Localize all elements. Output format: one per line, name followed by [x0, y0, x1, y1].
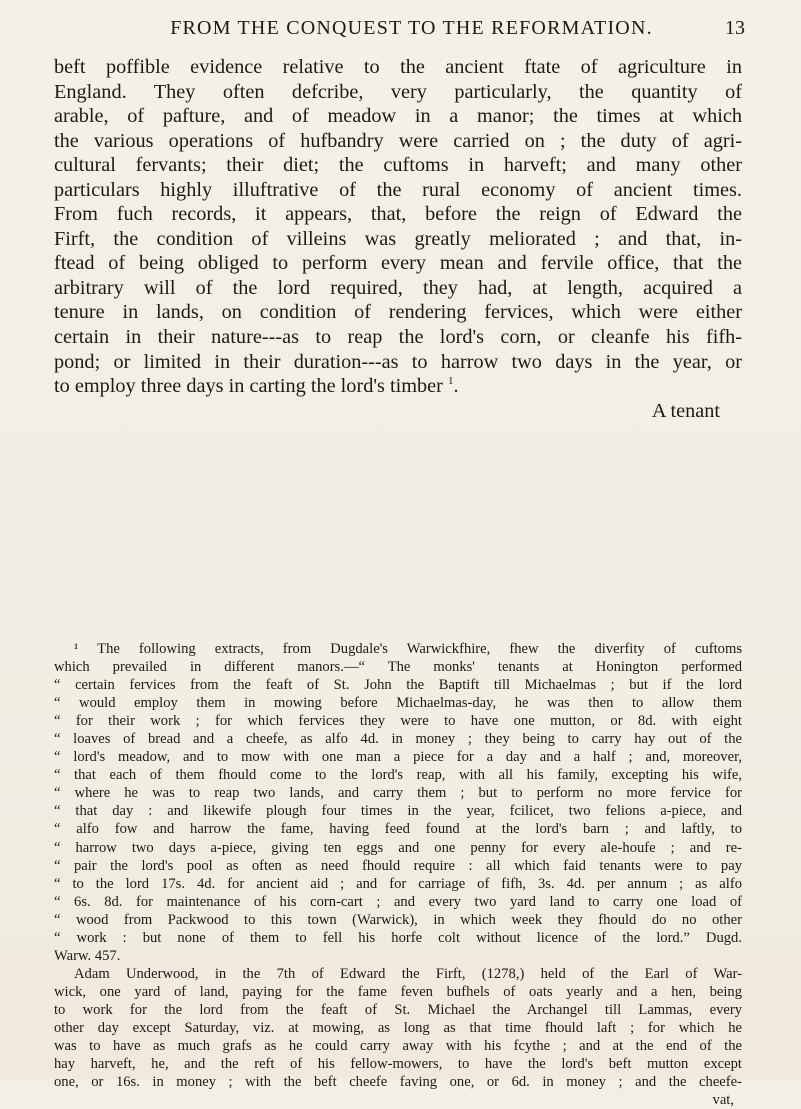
footnote-line: Warw. 457.: [54, 947, 121, 964]
text-line: England. They often defcribe, very particularly, the quantity of: [54, 80, 742, 103]
footnote-line: “ that day : and likewife plough four times in the year, fcilicet, two felions a-piece, and: [54, 803, 742, 820]
page-number: 13: [725, 17, 745, 39]
text-line: Firft, the condition of villeins was greatly meliorated ; and that, in-: [54, 227, 742, 250]
footnote-line: “ work : but none of them to fell his horfe colt without licence of the lord.” Dugd.: [54, 929, 742, 946]
footnote-line: ¹ The following extracts, from Dugdale's Warwickfhire, fhew the diverfity of cuftoms: [74, 641, 742, 657]
text-line: particulars highly illuftrative of the rural economy of ancient times.: [54, 178, 742, 201]
footnote-line: “ certain fervices from the feaft of St. John the Baptift till Michaelmas ; but if the lord: [54, 677, 742, 694]
footnote-line: “ that each of them fhould come to the lord's reap, with all his family, excepting his wife,: [54, 767, 742, 784]
text-line-content: to employ three days in carting the lord's timber: [54, 375, 443, 398]
catchword: A tenant: [651, 399, 720, 422]
footnote-line: was to have as much grafs as he could carry away with his fcythe ; and at the end of the: [54, 1038, 742, 1055]
footnote-line: one, or 16s. in money ; with the beft cheefe faving one, or 6d. in money ; and the cheefe-: [54, 1074, 742, 1091]
footnote-line: “ wood from Packwood to this town (Warwick), in which week they fhould do no other: [54, 911, 742, 928]
footnote-line: “ lord's meadow, and to mow with one man a piece for a day and a half ; and, moreover,: [54, 749, 742, 766]
footnote-line: “ where he was to reap two lands, and carry them ; but to perform no more fervice for: [54, 785, 742, 802]
footnote-line: Adam Underwood, in the 7th of Edward the Firft, (1278,) held of the Earl of War-: [74, 965, 742, 982]
running-head: [50, 10, 745, 46]
footnote-reference: 1: [447, 375, 454, 388]
text-line: From fuch records, it appears, that, before the reign of Edward the: [54, 203, 742, 226]
footnote-line: “ to the lord 17s. 4d. for ancient aid ; and for carriage of fifh, 3s. 4d. per annum ; as alfo: [54, 875, 742, 892]
text-line: ftead of being obliged to perform every mean and fervile office, that the: [54, 252, 742, 275]
footnote-line: “ 6s. 8d. for maintenance of his corn-cart ; and every two yard land to carry one load of: [54, 893, 742, 910]
footnote-line: “ loaves of bread and a cheefe, as alfo 4d. in money ; they being to carry hay out of the: [54, 731, 742, 748]
footnote-line: which prevailed in different manors.—“ The monks' tenants at Honington performed: [54, 659, 742, 676]
text-line: beft poffible evidence relative to the ancient ftate of agriculture in: [54, 56, 742, 78]
footnote-line: “ alfo fow and harrow the fame, having feed found at the lord's barn ; and laftly, to: [54, 821, 742, 838]
footnote-line: to work for the lord from the feaft of St. Michael the Archangel till Lammas, every: [54, 1001, 742, 1018]
footnote-catchword: vat,: [712, 1092, 734, 1109]
text-line-with-note-ref: to employ three days in carting the lord's timber $^1$.: [54, 375, 459, 398]
footnote-line: other day except Saturday, viz. at mowing, as long as that time fhould laft ; for which he: [54, 1019, 742, 1036]
footnote-line: hay harveft, he, and the reft of his fellow-mowers, to have the lord's beft mutton except: [54, 1056, 742, 1073]
footnote-line: “ would employ them in mowing before Michaelmas-day, he was then to allow them: [54, 695, 742, 712]
footnote: [54, 640, 742, 1109]
main-text: [54, 55, 742, 423]
text-line: the various operations of hufbandry were carried on ; the duty of agri-: [54, 129, 742, 152]
text-line: tenure in lands, on condition of rendering fervices, which were either: [54, 301, 742, 324]
footnote-line: “ harrow two days a-piece, giving ten eggs and one penny for every ale-houfe ; and re-: [54, 839, 742, 856]
footnote-line: “ for their work ; for which fervices they were to have one mutton, or 8d. with eight: [54, 713, 742, 730]
footnote-line: “ pair the lord's pool as often as need fhould require : all which faid tenants were to pay: [54, 857, 742, 874]
text-line: cultural fervants; their diet; the cuftoms in harveft; and many other: [54, 154, 742, 177]
text-line: arbitrary will of the lord required, they had, at length, acquired a: [54, 276, 742, 299]
footnote-line: wick, one yard of land, paying for the fame feven bufhels of oats yearly and a hen, being: [54, 983, 742, 1000]
text-line: pond; or limited in their duration---as to harrow two days in the year, or: [54, 350, 742, 373]
running-title: FROM THE CONQUEST TO THE REFORMATION.: [170, 17, 653, 39]
text-line: arable, of pafture, and of meadow in a manor; the times at which: [54, 105, 742, 128]
text-line: certain in their nature---as to reap the lord's corn, or cleanfe his fifh-: [54, 326, 742, 349]
